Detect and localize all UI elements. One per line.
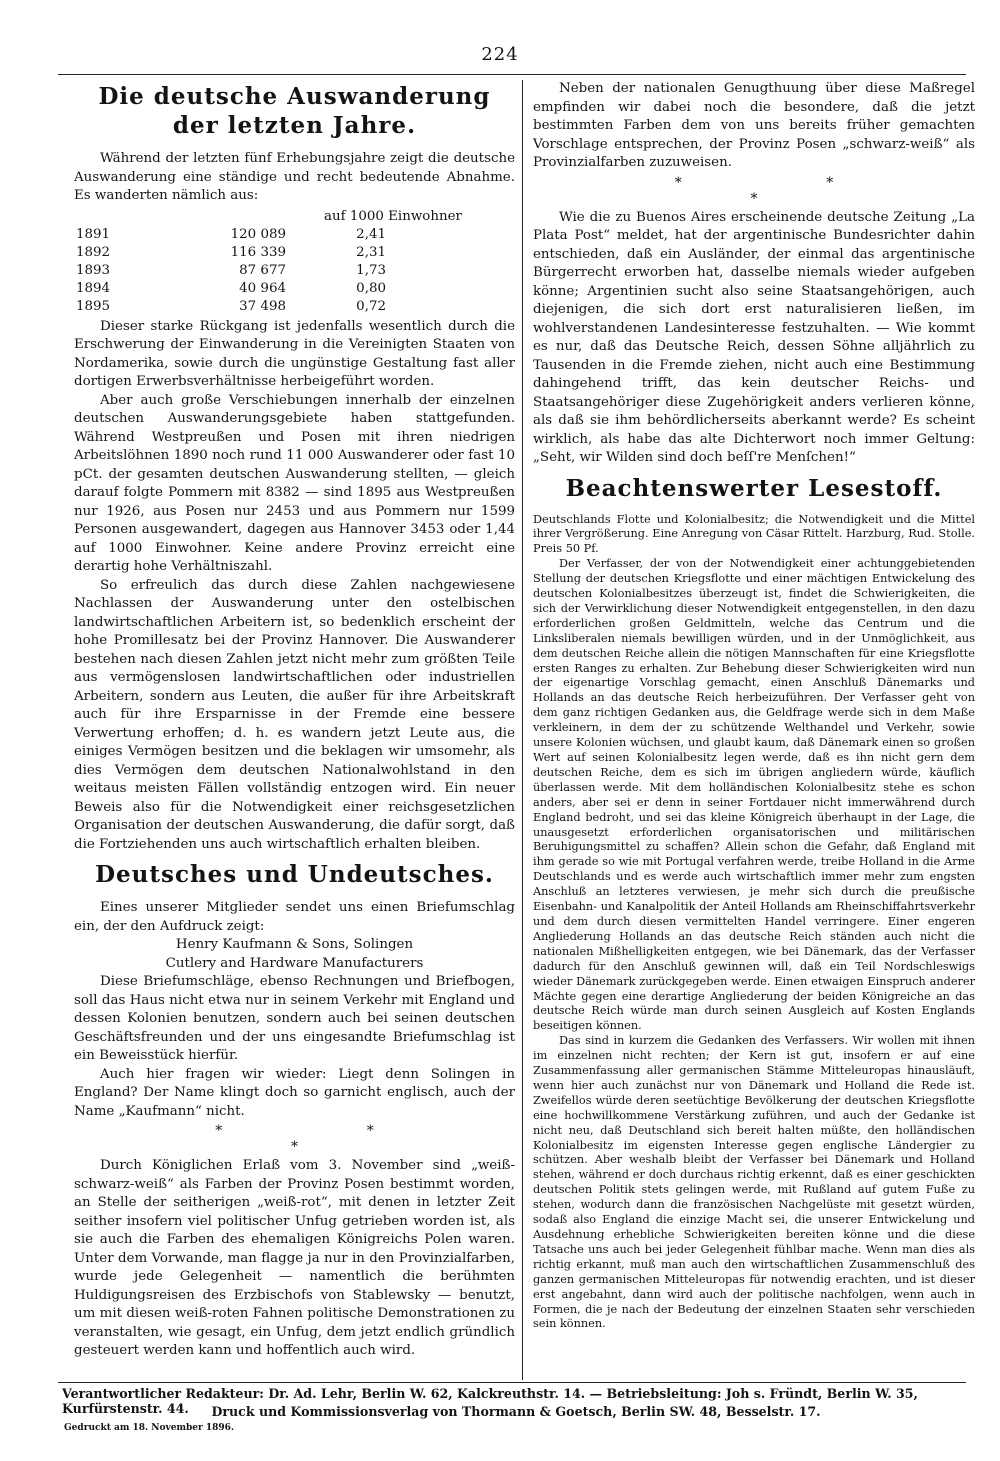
review-paragraph: Das sind in kurzem die Gedanken des Verfassers. Wir wollen mit ihnen im einzelnen nicht rechten; der Kern ist gut, insofern er auf eine Zusammenfassung aller germanischen Stämme Mitteleuropas hinausläuft, wenn hier auch zunächst nur von Dänemark und Holland die Rede ist. Zweifellos würde deren seetüchtige Bevölkerung der deutschen Kriegsflotte eine hochwillkommene Verstärkung zuführen, und auch der Gedanke ist nicht neu, daß Deutschland sich bereit halten müßte, den holländischen Kolonialbesitz im eigensten Interesse gegen englische Ländergier zu schützen. Aber weshalb bleibt der Verfasser bei Dänemark und Holland stehen, während er doch durchaus richtig erkennt, daß es einer geschickten deutschen Politik stets gelingen werde, mit Rußland auf gutem Fuße zu stehen, wodurch dann die französischen Nachgelüste mit gesetzt würden, sodaß also England die einzige Macht sei, die unserer Entwickelung und Ausdehnung erhebliche Schwierigkeiten bereiten könne und die diese Tatsache uns auch bei jeder Gelegenheit fühlbar mache. Wenn man dies als richtig erkannt, muß man auch den wirtschaftlichen Zusammenschluß des ganzen germanischen Mitteleuropas für notwendig erachten, und ist dieser erst angebahnt, dann wird auch der politische nachfolgen, wenn auch in Formen, die je nach der Bedeutung der einzelnen Staaten sehr verschieden sein können. — [533, 1034, 975, 1331]
table-cell-rate: 0,72 — [356, 298, 386, 314]
article-intro: Während der letzten fünf Erhebungsjahre zeigt die deutsche Auswanderung eine ständige und recht bedeutende Abnahme. Es wanderten nämlich aus: — [74, 151, 515, 203]
paragraph: Durch Königlichen Erlaß vom 3. November sind „weiß-schwarz-weiß“ als Farben der Provinz Posen bestimmt worden, an Stelle der seitherigen „weiß-rot“, mit denen in letzter Zeit seither insofern viel politischer Unfug getrieben worden ist, als sie auch die Farben des ehemaligen Königreichs Polen waren. Unter dem Vorwande, man flagge ja nur in den Provinzialfarben, wurde jede Gelegenheit — namentlich die berühmten Huldigungsreisen des Erzbischofs von Stablewsky — benutzt, um mit diesen weiß-roten Fahnen politische Demonstrationen zu veranstalten, wie gesagt, ein Unfug, dem jetzt endlich gründlich gesteuert werden kann und hoffentlich auch wird. — [74, 1158, 515, 1358]
article-title-reading: Beachtenswerter Lesestoff. — [565, 474, 943, 502]
review-paragraph: Der Verfasser, der von der Notwendigkeit einer achtunggebietenden Stellung der deutschen Kriegsflotte und einer mächtigen Entwickelung des deutschen Kolonialbesitzes überzeugt ist, findet die Schwierigkeiten, die sich der Verwirklichung dieser Notwendigkeit entgegenstellen, in den dazu erforderlichen großen Geldmitteln, welche das Centrum und die Linksliberalen niemals bewilligen würden, und in der Unmöglichkeit, aus dem deutschen Reiche allein die nötigen Mannschaften für eine Kriegsflotte ersten Ranges zu erhalten. Zur Behebung dieser Schwierigkeiten wird nun der eigenartige Vorschlag gemacht, einen Anschluß Dänemarks und Hollands an das deutsche Reich herbeizuführen. Der Verfasser geht von dem ganz richtigen Gedanken aus, die Geldfrage werde sich in dem Maße verkleinern, in dem der zu schützende Welthandel und Verkehr, sowie unsere Kolonien wüchsen, und glaubt kaum, daß Dänemark einen so großen Wert auf seinen Kolonialbesitz legen werde, daß es ihn nicht gern dem deutschen Reiche, dem es sich im übrigen angliedern würde, käuflich überlassen werde. Mit dem holländischen Kolonialbesitz stehe es schon anders, aber sei er denn in seiner Fortdauer nicht immerwährend durch England bedroht, und sei das kleine Königreich überhaupt in der Lage, die unausgesetzt erforderlichen organisatorischen und militärischen Beruhigungsmittel zu schaffen? Allein schon die Gefahr, daß England mit ihm gerade so wie mit Portugal verfahren werde, treibe Holland in die Arme Deutschlands und es werde auch wirtschaftlich immer mehr zum engsten Anschluß an letzteres verwiesen, je mehr sich durch die preußische Eisenbahn- und Kanalpolitik der Anteil Hollands am Rheinschiffahrtsverkehr und dem durch diesen vermittelten Handel verringere. Einer engeren Angliederung Hollands an das deutsche Reich ständen auch nicht die nationalen Mißhelligkeiten entgegen, wie bei Dänemark, das der Verfasser dadurch für den Anschluß gewinnen will, daß ein Teil Nordschleswigs wieder Dänemark zurückgegeben werde. Einen etwaigen Einspruch anderer Mächte gegen eine derartige Angliederung der beiden Königreiche an das deutsche Reich würde man durch seinen Ausgleich auf Kosten Englands beseitigen können. — [533, 557, 975, 1033]
envelope-imprint-line: Cutlery and Hardware Manufacturers — [165, 955, 424, 971]
table-row — [76, 244, 386, 262]
table-cell-rate: 0,80 — [356, 280, 386, 296]
left-column — [74, 80, 515, 1361]
table-cell-rate: 2,31 — [356, 244, 386, 260]
table-cell-count: 40 964 — [239, 280, 286, 296]
table-row — [76, 262, 386, 280]
table-cell-year: 1891 — [76, 226, 111, 242]
article-title-german-undeutsch: Deutsches und Undeutsches. — [95, 861, 494, 888]
table-cell-year: 1895 — [76, 298, 111, 314]
paragraph: Dieser starke Rückgang ist jedenfalls wesentlich durch die Erschwerung der Einwanderung in die Vereinigten Staaten von Nordamerika, sowie durch die ungünstige Gestaltung fast aller dortigen Erwerbsverhältnisse herbeigeführt worden. — [74, 318, 515, 389]
paragraph: Diese Briefumschläge, ebenso Rechnungen und Briefbogen, soll das Haus nicht etwa nur in seinem Verkehr mit England und dessen Kolonien benutzen, sondern auch bei seinen deutschen Geschäftsfreunden und der uns eingesandte Briefumschlag ist ein Beweisstück hierfür. — [74, 974, 515, 1063]
article-title-emigration: Die deutsche Auswanderung der letzten Jahre. — [98, 83, 491, 139]
table-cell-rate: 1,73 — [356, 262, 386, 278]
table-cell-count: 87 677 — [239, 262, 286, 278]
paragraph: Eines unserer Mitglieder sendet uns einen Briefumschlag ein, der den Aufdruck zeigt: — [74, 900, 515, 934]
book-citation: Deutschlands Flotte und Kolonialbesitz; die Notwendigkeit und die Mittel ihrer Vergrößerung. Eine Anregung von Cäsar Rittelt. Harzburg, Rud. Stolle. Preis 50 Pf. — [533, 512, 975, 556]
right-column — [533, 80, 975, 1332]
print-date-note: Gedruckt am 18. November 1896. — [64, 1423, 235, 1433]
paragraph: Neben der nationalen Genugthuung über diese Maßregel empfinden wir dabei noch die besondere, daß die jetzt bestimmten Farben dem von uns bereits früher gemachten Vorschlage entsprechen, der Provinz Posen „schwarz-weiß“ als Provinzialfarben zuzuweisen. — [533, 81, 975, 170]
table-header: auf 1000 Einwohner — [324, 208, 462, 224]
section-separator-stars: * * * — [674, 174, 904, 207]
table-row — [76, 298, 386, 316]
table-cell-rate: 2,41 — [356, 226, 386, 242]
paragraph: Wie die zu Buenos Aires erscheinende deutsche Zeitung „La Plata Post“ meldet, hat der argentinische Bundesrichter dahin entschieden, daß ein Ausländer, der einmal das argentinische Bürgerrecht erworben hat, dasselbe niemals wieder aufgeben könne; Argentinien sucht also seine Staatsangehörigen, auch diejenigen, die sich dort erst naturalisieren ließen, im wohlverstandenen Landesinteresse festzuhalten. — Wie kommt es nur, daß das Deutsche Reich, dessen Söhne alljährlich zu Tausenden in die Fremde ziehen, nicht auch eine Bestimmung dahingehend trifft, das kein deutscher Reichs- und Staatsangehöriger diese Zugehörigkeit anders verlieren könne, als daß sie ihm behördlicherseits aberkannt werde? Es scheint wirklich, als habe das alte Dichterwort noch immer Geltung: „Seht, wir Wilden sind doch beſſ're Menſchen!“ — [533, 209, 975, 465]
paragraph: Auch hier fragen wir wieder: Liegt denn Solingen in England? Der Name klingt doch so garnicht englisch, auch der Name „Kaufmann“ nicht. — [74, 1066, 515, 1119]
table-cell-year: 1893 — [76, 262, 111, 278]
table-cell-year: 1892 — [76, 244, 111, 260]
paragraph: So erfreulich das durch diese Zahlen nachgewiesene Nachlassen der Auswanderung unter den ostelbischen landwirtschaftlichen Arbeitern ist, so bedenklich erscheint der hohe Promillesatz bei der Provinz Hannover. Die Auswanderer bestehen nach diesen Zahlen jetzt nicht mehr zum größten Teile aus vermögenslosen landwirtschaftlichen oder industriellen Arbeitern, sondern aus Leuten, die außer für ihre Arbeitskraft auch für ihre Ersparnisse in der Fremde eine bessere Verwertung erhoffen; d. h. es wandern jetzt Leute aus, die einiges Vermögen besitzen und die beklagen wir umsomehr, als dies Vermögen dem deutschen Nationalwohlstand in den weitaus meisten Fällen vollständig entzogen wird. Ein neuer Beweis also für die Notwendigkeit einer reichsgesetzlichen Organisation der deutschen Auswanderung, die dafür sorgt, daß die Fortziehenden uns auch wirtschaftlich erhalten bleiben. — [74, 577, 515, 852]
table-cell-year: 1894 — [76, 280, 111, 296]
table-cell-count: 37 498 — [239, 298, 286, 314]
header-rule — [58, 74, 966, 75]
page-number: 224 — [481, 44, 519, 65]
table-cell-count: 120 089 — [230, 226, 286, 242]
column-divider — [522, 80, 523, 1380]
table-row — [76, 226, 386, 244]
footer-rule — [58, 1382, 966, 1383]
imprint-publisher: Druck und Kommissionsverlag von Thormann & Goetsch, Berlin SW. 48, Besselstr. 17. — [211, 1404, 821, 1419]
table-cell-count: 116 339 — [230, 244, 286, 260]
emigration-table — [76, 226, 386, 316]
envelope-imprint-line: Henry Kaufmann & Sons, Solingen — [175, 937, 414, 952]
table-row — [76, 280, 386, 298]
paragraph: Aber auch große Verschiebungen innerhalb der einzelnen deutschen Auswanderungsgebiete haben stattgefunden. Während Westpreußen und Posen mit ihren niedrigen Arbeitslöhnen 1890 noch rund 11 000 Auswanderer oder fast 10 pCt. der gesamten deutschen Auswanderung stellten, — gleich darauf folgte Pommern mit 8382 — sind 1895 aus Westpreußen nur 1926, aus Posen nur 2453 und aus Pommern nur 1599 Personen ausgewandert, dagegen aus Hannover 3453 oder 1,44 auf 1000 Einwohner. Keine andere Provinz erreicht eine derartig hohe Verhältniszahl. — [74, 392, 515, 574]
section-separator-stars: * * * — [215, 1123, 444, 1155]
imprint-editor: Verantwortlicher Redakteur: Dr. Ad. Lehr, Berlin W. 62, Kalckreuthstr. 14. — Betriebsleitung: Joh s. Fründt, Berlin W. 35, Kurfürstenstr. 44. — [62, 1386, 918, 1416]
